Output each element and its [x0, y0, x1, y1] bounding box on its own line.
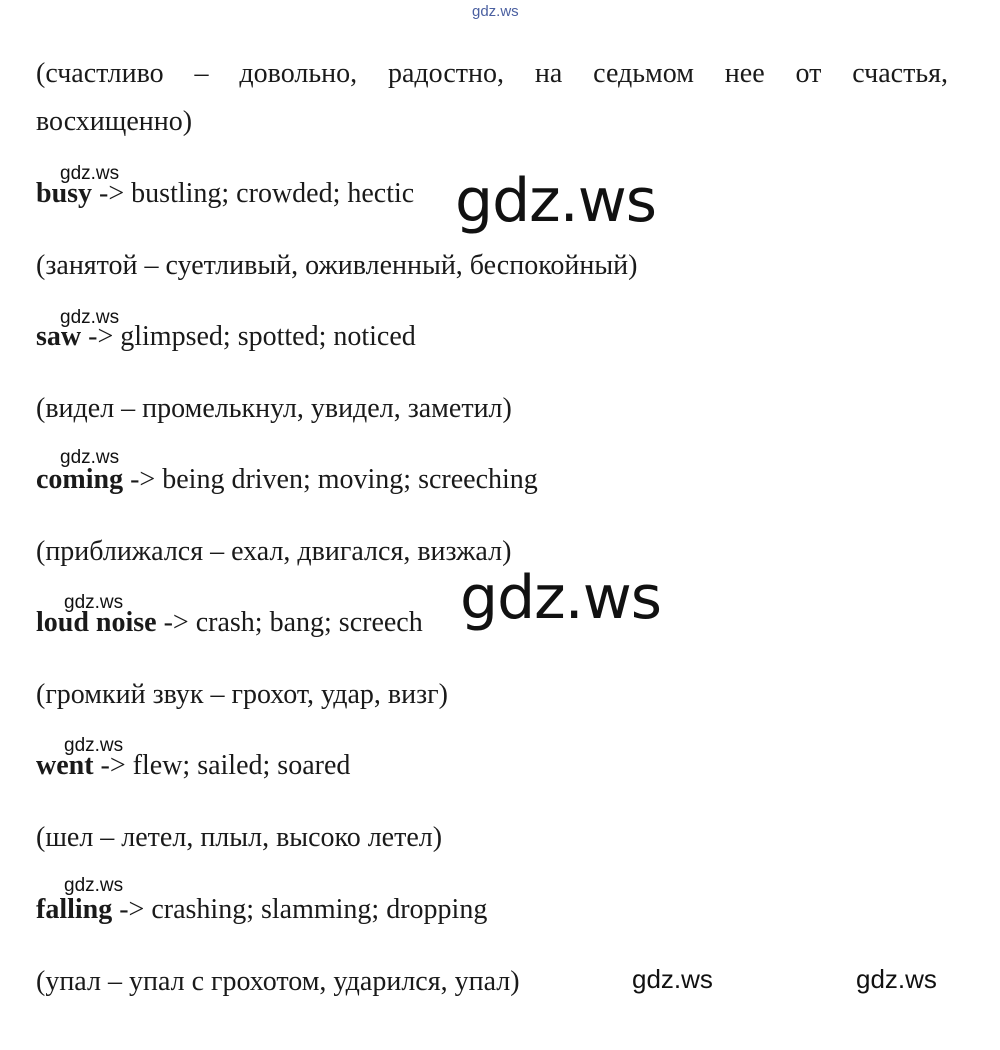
- entry-loud-noise: [36, 607, 423, 639]
- watermark-big: gdz.ws: [455, 166, 657, 236]
- entry-coming: [36, 464, 538, 496]
- entry-arrow: ->: [81, 321, 121, 352]
- entry-word: busy: [36, 178, 93, 209]
- entry-synonyms: crash; bang; screech: [195, 607, 423, 638]
- watermark-big: gdz.ws: [460, 563, 662, 633]
- watermark-top: gdz.ws: [472, 3, 519, 20]
- watermark-small: gdz.ws: [60, 307, 120, 328]
- entry-synonyms: being driven; moving; screeching: [162, 464, 538, 495]
- entry-synonyms: glimpsed; spotted; noticed: [120, 321, 416, 352]
- entry-translation: (приближался – ехал, двигался, визжал): [36, 536, 512, 567]
- entry-arrow: ->: [93, 750, 133, 781]
- intro-line-2: восхищенно): [36, 106, 193, 137]
- entry-arrow: ->: [123, 464, 163, 495]
- entry-translation: (громкий звук – грохот, удар, визг): [36, 679, 448, 710]
- watermark-small: gdz.ws: [60, 447, 120, 468]
- intro-line-1: (счастливо – довольно, радостно, на седьмом нее от счастья,: [36, 58, 948, 89]
- entry-word: coming: [36, 464, 124, 495]
- entry-synonyms: bustling; crowded; hectic: [131, 178, 415, 209]
- entry-synonyms: flew; sailed; soared: [132, 750, 351, 781]
- watermark-bottom-center: gdz.ws: [632, 964, 713, 994]
- entry-translation: (видел – промелькнул, увидел, заметил): [36, 393, 512, 424]
- watermark-small: gdz.ws: [64, 875, 124, 896]
- entry-arrow: ->: [112, 894, 152, 925]
- entry-arrow: ->: [156, 607, 196, 638]
- entry-went: [36, 750, 350, 782]
- entry-word: falling: [36, 894, 113, 925]
- watermark-bottom-right: gdz.ws: [856, 964, 937, 994]
- watermark-small: gdz.ws: [64, 592, 124, 613]
- entry-translation: (упал – упал с грохотом, ударился, упал): [36, 966, 520, 997]
- entry-word: went: [36, 750, 94, 781]
- entry-translation: (шел – летел, плыл, высоко летел): [36, 822, 443, 853]
- entry-falling: [36, 894, 487, 926]
- entry-synonyms: crashing; slamming; dropping: [151, 894, 488, 925]
- watermark-small: gdz.ws: [64, 735, 124, 756]
- entry-busy: [36, 178, 414, 210]
- watermark-small: gdz.ws: [60, 163, 120, 184]
- entry-translation: (занятой – суетливый, оживленный, беспокойный): [36, 250, 638, 281]
- entry-arrow: ->: [92, 178, 132, 209]
- entry-word: loud noise: [36, 607, 157, 638]
- entry-word: saw: [36, 321, 82, 352]
- entry-saw: [36, 321, 416, 353]
